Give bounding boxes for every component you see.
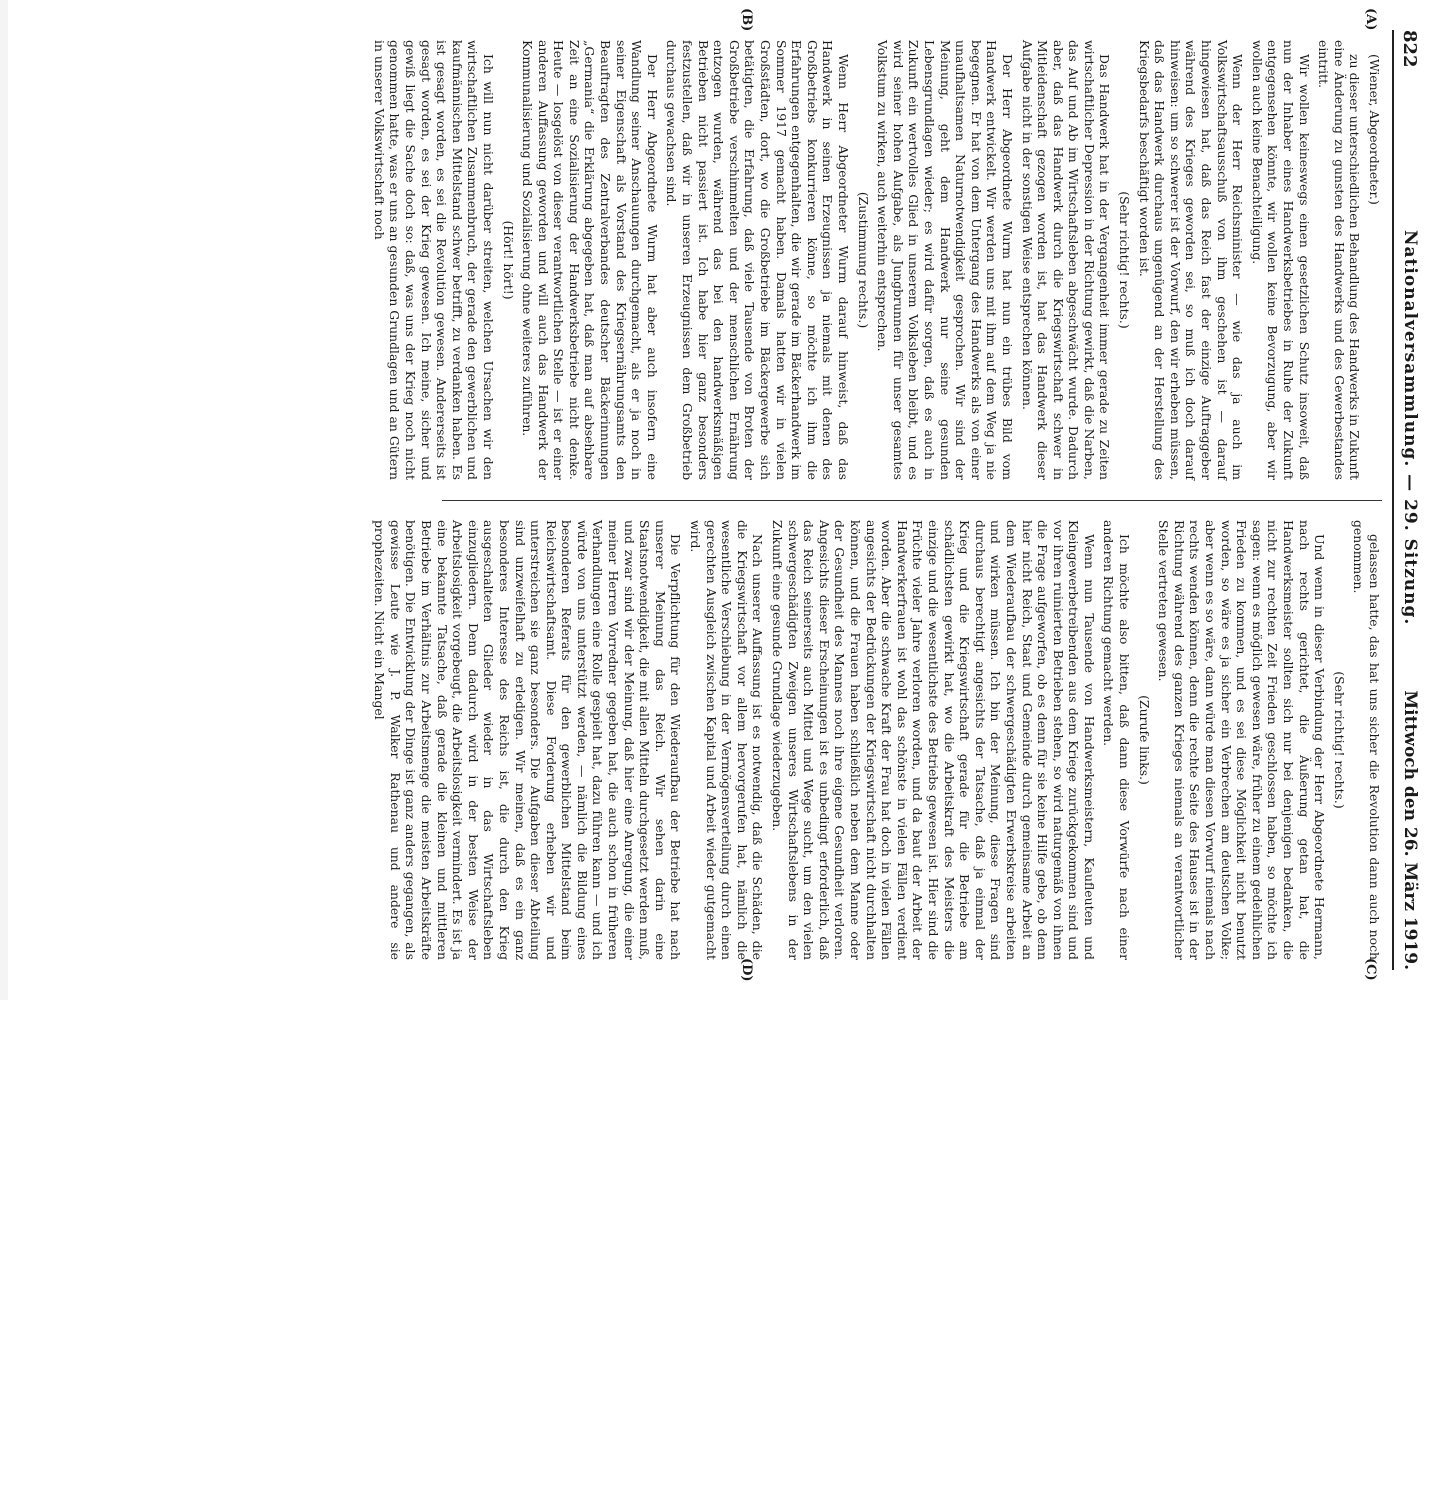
header-date: Mittwoch den 26. März 1919. (1400, 690, 1420, 970)
interjection: (Sehr richtig! rechts.) (1117, 191, 1133, 329)
interjection: (Hört! hört!) (500, 220, 516, 300)
paragraph: Wir wollen keineswegs einen gesetzlichen Schutz insoweit, daß nun der Inhaber eines Handwerksbetriebes in Ruhe der Zukunft entgegensehen könnte, wir wollen keine Bevorzugung, aber wir wollen auch keine Benachteiligung. (1249, 40, 1312, 480)
paragraph: (Wiener, Abgeordneter.) (1367, 54, 1382, 205)
interjection: (Zurufe links.) (1136, 695, 1152, 785)
left-column (367, 40, 1382, 480)
margin-marker-a: (A) (1363, 8, 1378, 31)
margin-marker-c: (C) (1363, 958, 1378, 981)
paragraph: Wenn nun Tausende von Handwerksmeistern, Kaufleuten und Kleingewerbetreibenden aus dem Kriege zurückgekommen sind und vor ihren ruinierten Betrieben stehen, so wird naturgemäß von ihnen die Frage aufgeworfen, ob es denn für sie keine Hilfe gebe, ob denn hier nicht Reich, Staat und Gemeinde durch gemeinsame Arbeit an dem Wiederaufbau der schwergeschädigten Erwerbskreise arbeiten und wirken müssen. Ich bin der Meinung, diese Fragen sind durchaus berechtigt angesichts der Tatsache, daß ja einmal der Krieg und die Kriegswirtschaft gerade für die Betriebe am schädlichsten gewirkt hat, wo die Arbeitskraft des Meisters die einzige und die wesentlichste des Betriebs gewesen ist. Hier sind die Früchte vieler Jahre verloren worden, und da baut der Arbeit der Handwerkerfrauen ist wohl das schönste in vielen Fällen verdient worden. Aber die schwache Kraft der Frau hat doch in vielen Fällen angesichts der Bedrückungen der Kriegswirtschaft nicht durchhalten können, und die Frauen haben schließlich neben dem Manne oder der Gesundheit des Mannes noch ihre eigene Gesundheit verloren. Angesichts dieser Erscheinungen ist es unbedingt erforderlich, daß das Reich seinerseits auch Mittel und Wege sucht, um den vielen schwergeschädigten Zweigen unseres Wirtschaftslebens in der Zukunft eine gesunde Grundlage wiederzugeben. (770, 520, 1097, 960)
paragraph: Die Verpflichtung für den Wiederaufbau der Betriebe hat nach unserer Meinung das Reich. Wir sehen darin eine Staatsnotwendigkeit, die mit allen Mitteln durchgesetzt werden muß, und zwar sind wir der Meinung, daß hier eine Anregung, die einer meiner Herren Vorredner gegeben hat, die auch schon in früheren Verhandlungen eine Rolle gespielt hat, dazu führen kann — und ich würde von uns unterstützt werden, — nämlich die Bildung eines besonderen Referats für den gewerblichen Mittelstand beim Reichswirtschaftsamt. Diese Forderung erheben wir und unterstreichen sie ganz besonders. Die Aufgaben dieser Abteilung sind unzweifelhaft zu erledigen. Wir meinen, daß es ein ganz besonderes Interesse des Reichs ist, die durch den Krieg ausgeschalteten Glieder wieder in das Wirtschaftsleben einzugliedern. Denn dadurch wird in der besten Weise der Arbeitslosigkeit vorgebeugt, die Arbeitslosigkeit vermindert. Es ist ja eine bekannte Tatsache, daß gerade die kleinen und mittleren Betriebe im Verhältnis zur Arbeitsmenge die meisten Arbeitskräfte benötigen. Die Entwicklung der Dinge ist ganz anders gegangen, als gewisse Leute wie J. P. Walker Rathenau und andere sie prophezeiten. Nicht ein Mangel (372, 520, 684, 960)
margin-marker-b: (B) (739, 8, 754, 32)
page-header (1392, 30, 1424, 970)
column-divider (442, 500, 1382, 501)
paragraph: Ich möchte also bitten, daß dann diese Vorwürfe nach einer anderen Richtung gemacht werden. (1101, 520, 1133, 960)
paragraph: Das Handwerk hat in der Vergangenheit immer gerade zu Zeiten wirtschaftlicher Depression in der Richtung gewirkt, daß die Narben, das Auf und Ab im Wirtschaftsleben abgeschwächt wurde. Dadurch aber, daß das Handwerk durch die Kriegswirtschaft schwer in Mitleidenschaft gezogen worden ist, hat das Handwerk dieser Aufgabe nicht in der sonstigen Weise entsprechen können. (1019, 40, 1113, 480)
paragraph: gelassen hatte, das hat uns sicher die Revolution dann auch noch genommen. (1351, 520, 1382, 960)
paragraph: Und wenn in dieser Verbindung der Herr Abgeordnete Hermann, nach rechts gerichtet, die Äußerung getan hat, die Handwerksmeister sollten sich nur bei denjenigen bedanken, die nicht zur rechten Zeit Frieden geschlossen haben, so möchte ich sagen: wenn es möglich gewesen wäre, früher zu einem gedeihlichen Frieden zu kommen, und es sei diese Möglichkeit nicht benutzt worden, so wäre es ja sicher ein Verbrechen am deutschen Volke; aber wenn es so wäre, dann würde man diesen Vorwurf niemals nach rechts wenden können, denn die rechte Seite des Hauses ist in der Richtung während des ganzen Krieges niemals an verantwortlicher Stelle vertreten gewesen. (1156, 520, 1328, 960)
paragraph: Ich will nun nicht darüber streiten, welchen Ursachen wir den wirtschaftlichen Zusammenbruch, der gerade den gewerblichen und kaufmännischen Mittelstand schwer betrifft, zu verdanken haben. Es ist gesagt worden, es sei die Revolution gewesen. Andererseits ist gesagt worden, es sei der Krieg gewesen. Ich meine, sicher und gewiß liegt die Sache doch so: daß, was uns der Krieg noch nicht genommen hatte, was er uns an gesunden Grundlagen und an Gütern in unserer Volkswirtschaft noch (371, 40, 496, 480)
paragraph: zu dieser unterschiedlichen Behandlung des Handwerks in Zukunft eine Änderung zu gunsten des Handwerks und des Gewerbestandes eintritt. (1316, 40, 1363, 480)
paragraph: Wenn der Herr Reichsminister — wie das ja auch im Volkswirtschaftsausschuß von ihm geschehen ist — darauf hingewiesen hat, daß das Reich fast der einzige Auftraggeber während des Krieges geworden sei, so muß ich doch darauf hinweisen: um so schwerer ist der Vorwurf, den wir erheben müssen, daß das Handwerk durchaus ungenügend an der Herstellung des Kriegsbedarfs beschäftigt worden ist. (1136, 40, 1246, 480)
margin-marker-d: (D) (739, 958, 754, 982)
header-title: Nationalversammlung. — 29. Sitzung. (1400, 230, 1420, 626)
paragraph: Der Herr Abgeordnete Wurm hat nun ein trübes Bild vom Handwerk entwickelt. Wir werden uns mit ihm auf dem Weg ja nie begegnen. Er hat von dem Untergang des Handwerks als von einer unaufhaltsamen Naturnotwendigkeit gesprochen. Wir sind der Meinung, geht dem Handwerk nur seine gesunden Lebensgrundlagen wieder; es wird dafür sorgen, daß es auch in Zukunft ein wertvolles Glied in unserem Volksleben bleibt, und es wird seiner hohen Aufgabe, als Jungbrunnen für unser gesamtes Volkstum zu wirken, auch weiterhin entsprechen. (875, 40, 1015, 480)
page-number: 822 (1399, 30, 1420, 68)
paragraph: Wenn Herr Abgeordneter Wurm darauf hinweist, daß das Handwerk in seinen Erzeugnissen ja niemals mit denen des Großbetriebs konkurrieren könne, so möchte ich ihm die Erfahrungen entgegenhalten, die wir gerade im Bäckerhandwerk im Sommer 1917 gemacht haben. Damals hatten wir in vielen Großstädten, dort, wo die Großbetriebe im Bäckergewerbe sich betätigten, die Erfahrung, daß viele Tausende von Broten der Großbetriebe verschimmelten und der menschlichen Ernährung entzogen wurden, während das bei den handwerksmäßigen Betrieben nicht passiert ist. Ich habe hier ganz besonders festzustellen, daß wir in unseren Erzeugnissen dem Großbetrieb durchaus gewachsen sind. (664, 40, 851, 480)
paragraph: Nach unserer Auffassung ist es notwendig, daß die Schäden, die die Kriegswirtschaft vor allem hervorgerufen hat, nämlich die wesentliche Verschiebung in der Vermögensverteilung durch einen gerechten Ausgleich zwischen Kapital und Arbeit wieder gutgemacht wird. (688, 520, 766, 960)
right-column (368, 520, 1382, 960)
paragraph: Der Herr Abgeordnete Wurm hat aber auch insofern eine Wandlung seiner Anschauungen durchgemacht, als er ja noch in seiner Eigenschaft als Vorstand des Kriegsernährungsamts den Beauftragten des Zentralverbandes deutscher Bäckerinnungen „Germania“ die Erklärung abgegeben hat, daß man auf absehbare Zeit an eine Sozialisierung der Handwerksbetriebe nicht denke. Heute — losgelöst von dieser verantwortlichen Stelle — ist er einer anderen Auffassung geworden und will auch das Handwerk der Kommunalisierung und Sozialisierung ohne weiteres zuführen. (520, 40, 660, 480)
interjection: (Sehr richtig! rechts.) (1331, 671, 1347, 809)
interjection: (Zustimmung rechts.) (855, 191, 871, 329)
